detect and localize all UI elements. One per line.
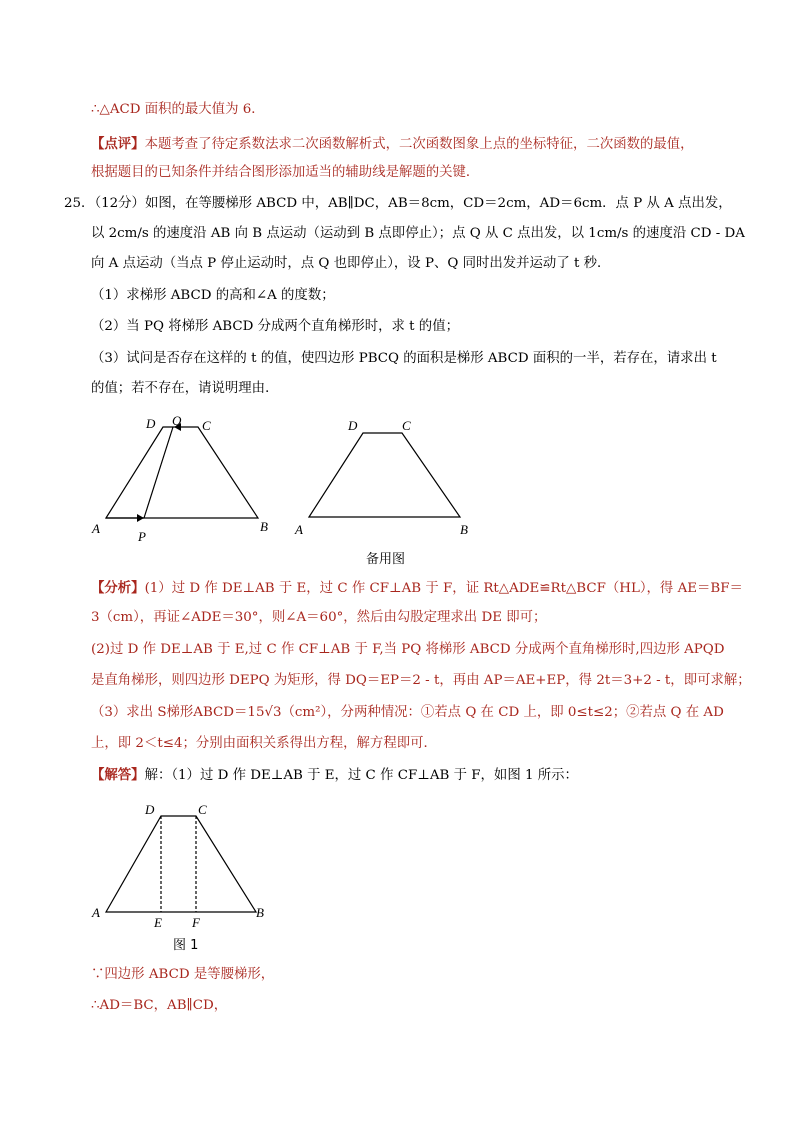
arrow-p-icon bbox=[137, 514, 144, 522]
label-f: F bbox=[192, 915, 200, 930]
label-c: C bbox=[402, 418, 411, 433]
trapezoid-abcd-spare bbox=[309, 433, 460, 517]
tail-line-2: ∴AD＝BC，AB∥CD， bbox=[91, 998, 228, 1013]
label-d: D bbox=[146, 416, 156, 431]
label-p: P bbox=[138, 529, 146, 544]
analysis-line-3: (2)过 D 作 DE⊥AB 于 E,过 C 作 CF⊥AB 于 F,当 PQ 将梯形 ABCD 分成两个直角梯形时,四边形 APQD bbox=[91, 642, 725, 657]
trapezoid-abcd-fig1 bbox=[106, 816, 256, 912]
segment-pq bbox=[144, 427, 173, 518]
answer-tag: 【解答】 bbox=[91, 767, 145, 783]
question-2: （2）当 PQ 将梯形 ABCD 分成两个直角梯形时，求 t 的值； bbox=[91, 319, 459, 334]
analysis-line-2: 3（cm），再证∠ADE＝30°，则∠A＝60°，然后由勾股定理求出 DE 即可； bbox=[91, 610, 547, 625]
label-b: B bbox=[460, 522, 468, 537]
analysis-tag: 【分析】 bbox=[91, 580, 145, 596]
analysis-line-4: 是直角梯形，则四边形 DEPQ 为矩形，得 DQ＝EP＝2 - t，再由 AP＝AE+EP，得 2t＝3+2 - t，即可求解； bbox=[91, 673, 751, 688]
analysis-line-6: 上，即 2＜t≤4；分别由面积关系得出方程，解方程即可． bbox=[91, 736, 437, 751]
analysis-text-1: (1）过 D 作 DE⊥AB 于 E，过 C 作 CF⊥AB 于 F，证 Rt△ADE≌Rt△BCF（HL），得 AE＝BF＝ bbox=[144, 581, 743, 596]
comment-text-1: 本题考查了待定系数法求二次函数解析式，二次函数图象上点的坐标特征，二次函数的最值， bbox=[144, 137, 694, 152]
label-a: A bbox=[295, 522, 303, 537]
comment-tag: 【点评】 bbox=[91, 136, 145, 152]
question-1: （1）求梯形 ABCD 的高和∠A 的度数； bbox=[91, 288, 335, 303]
label-q: Q bbox=[172, 413, 182, 428]
label-a: A bbox=[92, 905, 100, 920]
question-3-line-1: （3）试问是否存在这样的 t 的值，使四边形 PBCQ 的面积是梯形 ABCD 面积的一半，若存在，请求出 t bbox=[91, 351, 717, 366]
problem-line-3: 向 A 点运动（当点 P 停止运动时，点 Q 也即停止），设 P、Q 同时出发并运动了 t 秒． bbox=[91, 256, 611, 271]
spare-figure-caption: 备用图 bbox=[366, 552, 406, 567]
label-c: C bbox=[198, 802, 207, 817]
label-b: B bbox=[260, 519, 268, 534]
figure-trapezoid-pq bbox=[88, 410, 288, 550]
label-c: C bbox=[202, 418, 211, 433]
label-d: D bbox=[145, 802, 155, 817]
label-b: B bbox=[256, 905, 264, 920]
answer-text-1: 解：（1）过 D 作 DE⊥AB 于 E，过 C 作 CF⊥AB 于 F，如图 1 所示： bbox=[144, 768, 578, 783]
tail-line-1: ∵四边形 ABCD 是等腰梯形， bbox=[91, 967, 275, 982]
comment-line-2: 根据题目的已知条件并结合图形添加适当的辅助线是解题的关键． bbox=[91, 165, 480, 180]
question-3-line-2: 的值；若不存在，请说明理由． bbox=[91, 381, 279, 396]
figure-spare-trapezoid bbox=[292, 410, 482, 540]
label-a: A bbox=[92, 521, 100, 536]
label-e: E bbox=[154, 915, 162, 930]
analysis-line-5: （3）求出 S梯形ABCD＝15√3（cm²），分两种情况：①若点 Q 在 CD 上，即 0≤t≤2；②若点 Q 在 AD bbox=[91, 705, 724, 720]
label-d: D bbox=[348, 418, 358, 433]
figure-1-caption: 图 1 bbox=[173, 938, 199, 953]
answer-line-1 bbox=[91, 766, 578, 785]
conclusion-line: ∴△ACD 面积的最大值为 6． bbox=[91, 102, 265, 117]
problem-line-1: 25．（12分）如图，在等腰梯形 ABCD 中，AB∥DC，AB＝8cm，CD＝2cm，AD＝6cm．点 P 从 A 点出发， bbox=[64, 196, 732, 211]
problem-line-2: 以 2cm/s 的速度沿 AB 向 B 点运动（运动到 B 点即停止）；点 Q 从 C 点出发，以 1cm/s 的速度沿 CD - DA bbox=[91, 226, 745, 241]
figure-1-heights bbox=[88, 796, 278, 931]
comment-line-1 bbox=[91, 135, 694, 154]
analysis-line-1 bbox=[91, 579, 743, 598]
trapezoid-abcd bbox=[106, 427, 258, 518]
